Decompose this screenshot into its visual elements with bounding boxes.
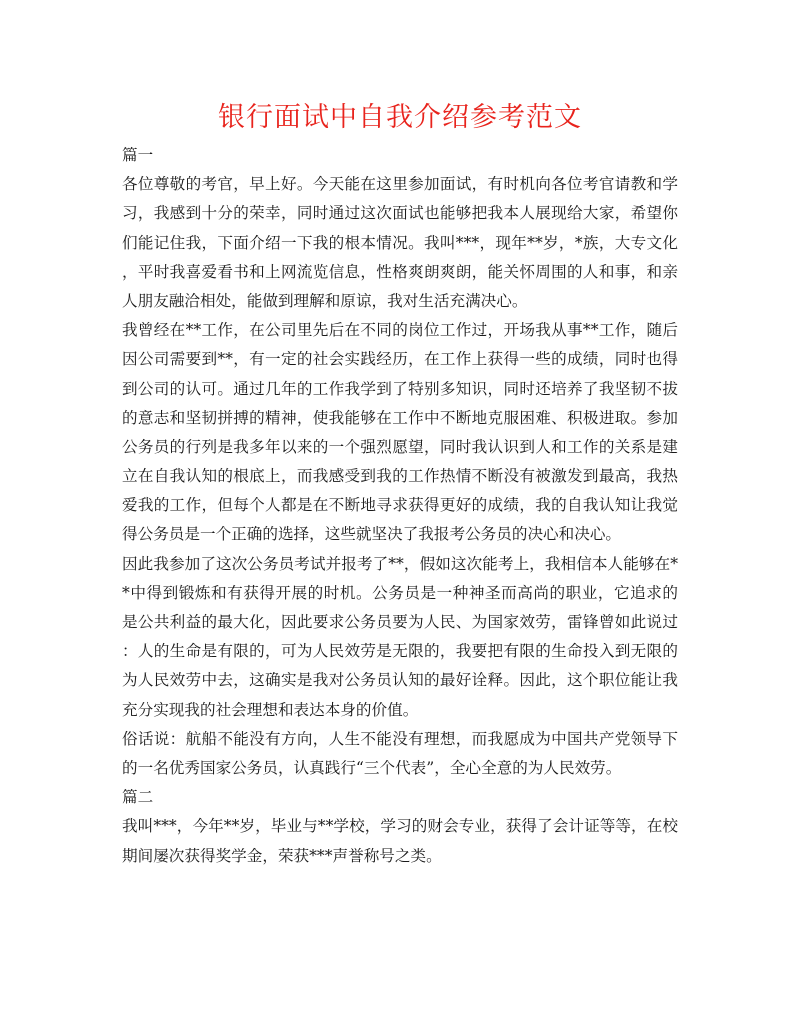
text-line: 公务员的行列是我多年以来的一个强烈愿望，同时我认识到人和工作的关系是建 bbox=[122, 437, 678, 456]
text-line: 们能记住我，下面介绍一下我的根本情况。我叫***，现年**岁，*族，大专文化 bbox=[122, 233, 678, 252]
text-line: 爱我的工作，但每个人都是在不断地寻求获得更好的成绩，我的自我认知让我觉 bbox=[122, 496, 678, 515]
text-line: 人朋友融洽相处，能做到理解和原谅，我对生活充满决心。 bbox=[122, 291, 528, 310]
text-line: 我曾经在**工作，在公司里先后在不同的岗位工作过，开场我从事**工作，随后 bbox=[122, 321, 678, 340]
text-line: 立在自我认知的根底上，而我感受到我的工作热情不断没有被激发到最高，我热 bbox=[122, 467, 678, 486]
document-body bbox=[122, 141, 678, 871]
text-line: 因此我参加了这次公务员考试并报考了**，假如这次能考上，我相信本人能够在* bbox=[122, 554, 678, 573]
document-title: 银行面试中自我介绍参考范文 bbox=[218, 102, 582, 133]
text-line: ，平时我喜爱看书和上网流览信息，性格爽朗爽朗，能关怀周围的人和事，和亲 bbox=[122, 262, 678, 281]
text-line: 为人民效劳中去，这确实是我对公务员认知的最好诠释。因此，这个职位能让我 bbox=[122, 671, 678, 690]
section-heading: 篇二 bbox=[122, 788, 154, 807]
text-line: 得公务员是一个正确的选择，这些就坚决了我报考公务员的决心和决心。 bbox=[122, 525, 622, 544]
text-line: 各位尊敬的考官，早上好。今天能在这里参加面试，有时机向各位考官请教和学 bbox=[122, 175, 678, 194]
text-line: 期间屡次获得奖学金，荣获***声誉称号之类。 bbox=[122, 846, 442, 865]
paragraph bbox=[122, 550, 678, 725]
text-line: 是公共利益的最大化，因此要求公务员要为人民、为国家效劳，雷锋曾如此说过 bbox=[122, 613, 678, 631]
text-line: 到公司的认可。通过几年的工作我学到了特别多知识，同时还培养了我坚韧不拔 bbox=[122, 379, 678, 398]
text-line: *中得到锻炼和有获得开展的时机。公务员是一种神圣而高尚的职业，它追求的 bbox=[122, 583, 678, 602]
section-heading: 篇一 bbox=[122, 146, 154, 164]
text-line: 我叫***，今年**岁，毕业与**学校，学习的财会专业，获得了会计证等等，在校 bbox=[122, 817, 678, 836]
text-line: 的一名优秀国家公务员，认真践行“三个代表”，全心全意的为人民效劳。 bbox=[122, 758, 622, 777]
text-line: 习，我感到十分的荣幸，同时通过这次面试也能够把我本人展现给大家，希望你 bbox=[122, 204, 678, 223]
text-line: 充分实现我的社会理想和表达本身的价值。 bbox=[122, 700, 419, 719]
text-line: ：人的生命是有限的，可为人民效劳是无限的，我要把有限的生命投入到无限的 bbox=[122, 642, 678, 661]
paragraph bbox=[122, 725, 678, 783]
text-line: 的意志和坚韧拼搏的精神，使我能够在工作中不断地克服困难、积极进取。参加 bbox=[122, 408, 678, 427]
paragraph bbox=[122, 170, 678, 316]
text-line: 俗话说：航船不能没有方向，人生不能没有理想，而我愿成为中国共产党领导下 bbox=[122, 729, 678, 748]
paragraph bbox=[122, 812, 678, 870]
text-line: 因公司需要到**，有一定的社会实践经历，在工作上获得一些的成绩，同时也得 bbox=[122, 350, 678, 369]
paragraph bbox=[122, 316, 678, 550]
